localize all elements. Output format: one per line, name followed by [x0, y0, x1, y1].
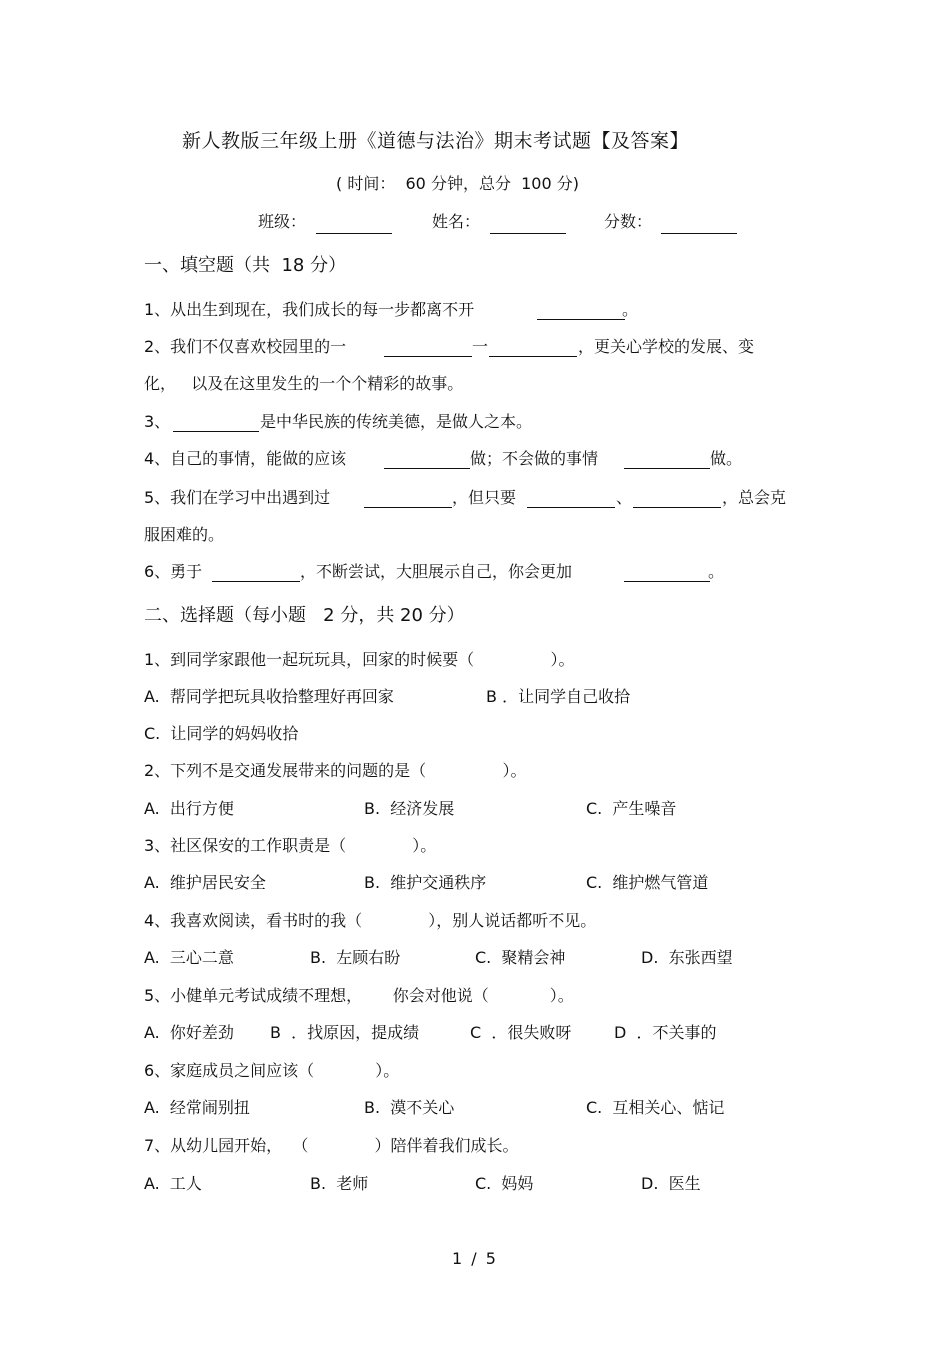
mc-q7-option-c[interactable]: C. 妈妈: [475, 1174, 534, 1193]
fill-q5-blank-1[interactable]: [364, 506, 452, 508]
fill-q6-mid: ，不断尝试，大胆展示自己，你会更加: [300, 562, 573, 581]
fill-q1-end: 。: [622, 300, 639, 319]
mc-q3-option-b[interactable]: B. 维护交通秩序: [364, 873, 487, 892]
mc-q1-option-b[interactable]: B ．让同学自己收拾: [486, 687, 631, 706]
section-heading-fill-in: 一、填空题（共 18 分）: [144, 255, 347, 276]
mc-q3-option-c[interactable]: C. 维护燃气管道: [586, 873, 709, 892]
fill-q5-mid2: 、: [616, 488, 633, 507]
fill-q2-cont: ，更关心学校的发展、变: [578, 337, 755, 356]
mc-q1-option-a[interactable]: A. 帮同学把玩具收拾整理好再回家: [144, 687, 394, 706]
fill-q5-line2: 服困难的。: [144, 525, 225, 544]
fill-q2-blank-1[interactable]: [384, 355, 472, 357]
mc-q7-option-a[interactable]: A. 工人: [144, 1174, 202, 1193]
mc-q1-stem: 1、到同学家跟他一起玩玩具，回家的时候要（ ）。: [144, 650, 575, 669]
mc-q5-option-a[interactable]: A. 你好差劲: [144, 1023, 234, 1042]
fill-q5-cont: ，总会克: [722, 488, 787, 507]
mc-q3-option-a[interactable]: A. 维护居民安全: [144, 873, 266, 892]
mc-q4-option-c[interactable]: C. 聚精会神: [475, 948, 566, 967]
fill-q3-blank[interactable]: [173, 430, 259, 432]
mc-q6-stem: 6、家庭成员之间应该（ ）。: [144, 1061, 400, 1080]
fill-q4-text: 4、自己的事情，能做的应该: [144, 449, 347, 468]
fill-q5-blank-2[interactable]: [527, 506, 615, 508]
fill-q2-mid: 一: [472, 337, 489, 356]
fill-q6-blank-2[interactable]: [624, 580, 710, 582]
section-heading-multiple-choice: 二、选择题（每小题 2 分，共 20 分）: [144, 605, 465, 626]
mc-q6-option-b[interactable]: B. 漠不关心: [364, 1098, 455, 1117]
score-label: 分数：: [604, 212, 653, 231]
mc-q5-option-c[interactable]: C ．很失败呀: [470, 1023, 572, 1042]
fill-q4-blank-1[interactable]: [384, 467, 470, 469]
mc-q4-option-a[interactable]: A. 三心二意: [144, 948, 234, 967]
fill-q4-blank-2[interactable]: [624, 467, 710, 469]
fill-q2-line2: 化， 以及在这里发生的一个个精彩的故事。: [144, 374, 464, 393]
mc-q2-stem: 2、下列不是交通发展带来的问题的是（ ）。: [144, 761, 527, 780]
exam-time-info: ( 时间： 60 分钟，总分 100 分): [336, 174, 579, 193]
class-label: 班级：: [258, 212, 307, 231]
mc-q2-option-a[interactable]: A. 出行方便: [144, 799, 234, 818]
mc-q6-option-a[interactable]: A. 经常闹别扭: [144, 1098, 250, 1117]
mc-q7-stem: 7、从幼儿园开始， （ ）陪伴着我们成长。: [144, 1136, 519, 1155]
mc-q2-option-b[interactable]: B. 经济发展: [364, 799, 455, 818]
mc-q4-stem: 4、我喜欢阅读，看书时的我（ ），别人说话都听不见。: [144, 911, 597, 930]
fill-q6-text: 6、勇于: [144, 562, 203, 581]
score-blank[interactable]: [661, 232, 737, 234]
name-blank[interactable]: [490, 232, 566, 234]
fill-q6-end: 。: [708, 562, 725, 581]
mc-q6-option-c[interactable]: C. 互相关心、惦记: [586, 1098, 725, 1117]
mc-q4-option-b[interactable]: B. 左顾右盼: [310, 948, 401, 967]
fill-q6-blank-1[interactable]: [212, 580, 300, 582]
fill-q4-end: 做。: [710, 449, 743, 468]
fill-q3-num: 3、: [144, 412, 171, 431]
class-blank[interactable]: [316, 232, 392, 234]
mc-q2-option-c[interactable]: C. 产生噪音: [586, 799, 677, 818]
fill-q2-blank-2[interactable]: [489, 355, 577, 357]
mc-q1-option-c[interactable]: C. 让同学的妈妈收拾: [144, 724, 299, 743]
mc-q5-option-b[interactable]: B ．找原因，提成绩: [270, 1023, 420, 1042]
mc-q7-option-d[interactable]: D. 医生: [641, 1174, 701, 1193]
mc-q5-option-d[interactable]: D ．不关事的: [614, 1023, 717, 1042]
fill-q4-mid: 做；不会做的事情: [470, 449, 599, 468]
name-label: 姓名：: [432, 212, 481, 231]
fill-q1-text: 1、从出生到现在，我们成长的每一步都离不开: [144, 300, 475, 319]
mc-q4-option-d[interactable]: D. 东张西望: [641, 948, 733, 967]
page-title: 新人教版三年级上册《道德与法治》期末考试题【及答案】: [182, 130, 690, 152]
fill-q1-blank[interactable]: [537, 318, 625, 320]
mc-q3-stem: 3、社区保安的工作职责是（ ）。: [144, 836, 437, 855]
page-number: 1 / 5: [452, 1249, 498, 1268]
fill-q5-text: 5、我们在学习中出遇到过: [144, 488, 331, 507]
fill-q5-blank-3[interactable]: [633, 506, 721, 508]
mc-q7-option-b[interactable]: B. 老师: [310, 1174, 369, 1193]
fill-q2-text: 2、我们不仅喜欢校园里的一: [144, 337, 347, 356]
fill-q5-mid1: ，但只要: [452, 488, 517, 507]
fill-q3-text: 是中华民族的传统美德，是做人之本。: [260, 412, 533, 431]
mc-q5-stem: 5、小健单元考试成绩不理想， 你会对他说（ ）。: [144, 986, 574, 1005]
